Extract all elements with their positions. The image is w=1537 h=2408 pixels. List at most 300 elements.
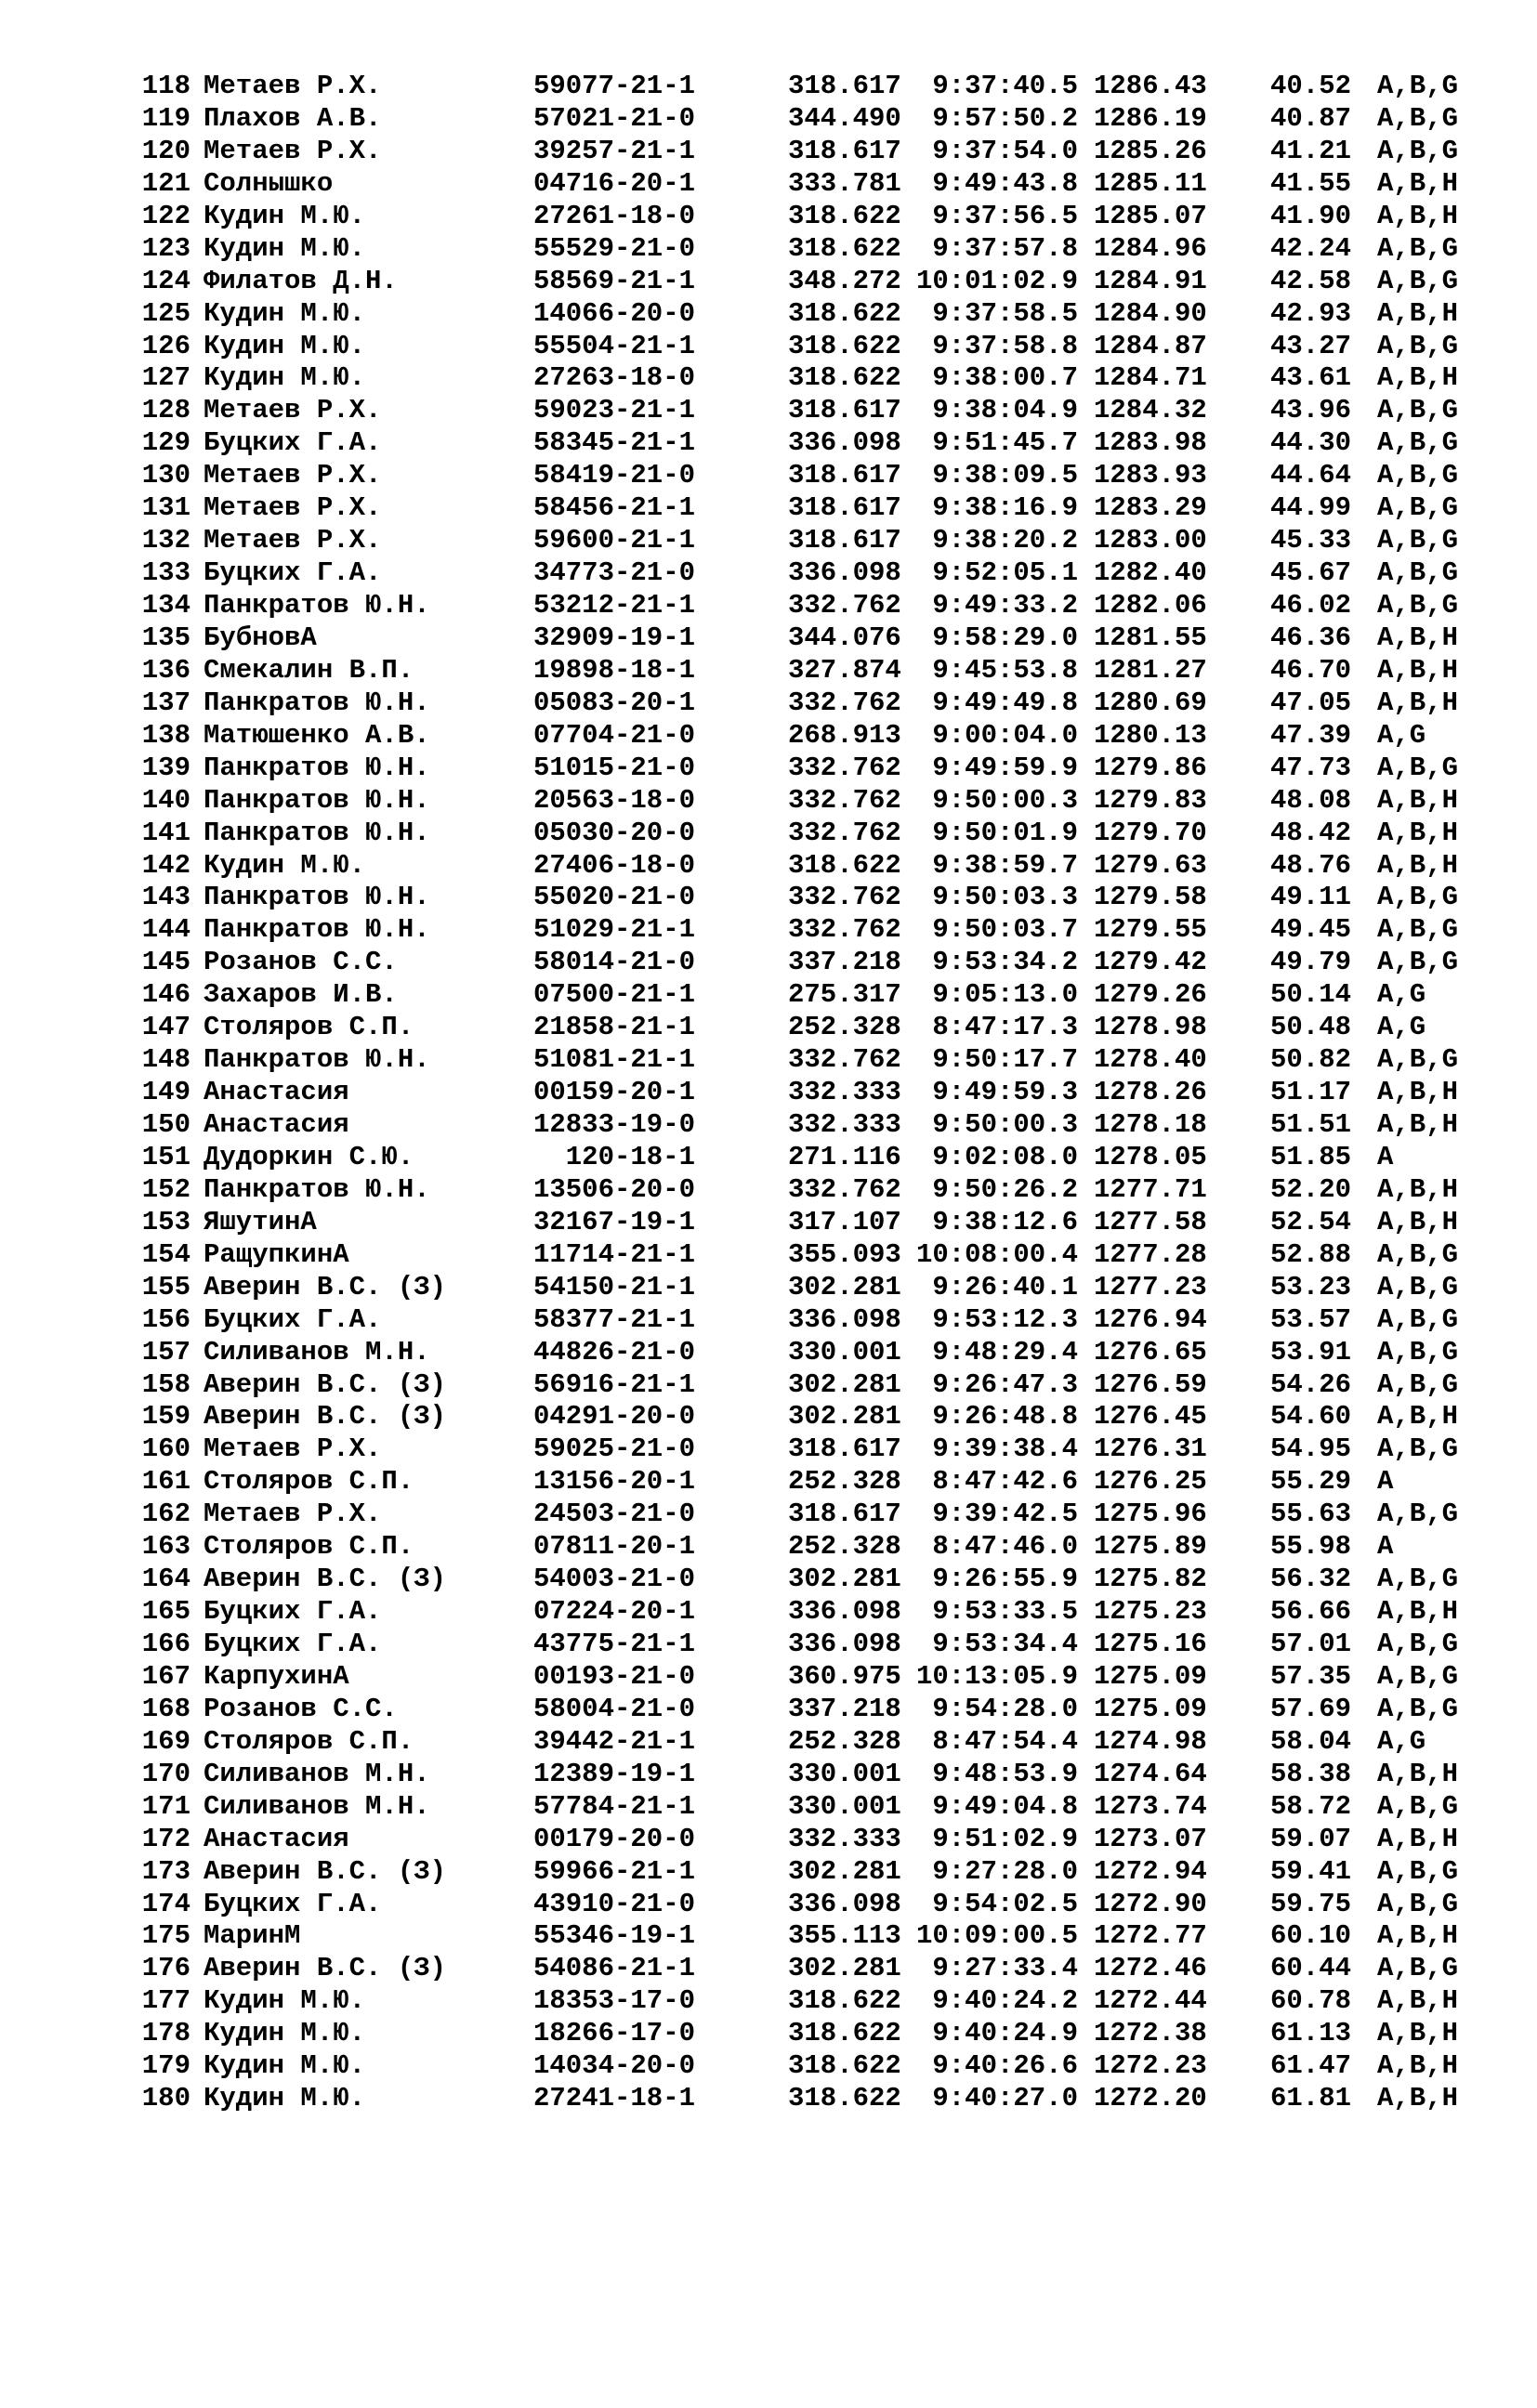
speed-value: 1279.86 [1094, 752, 1207, 783]
coefficient-value: 58.04 [1270, 1725, 1352, 1757]
category-codes: A,B,G [1377, 1498, 1459, 1530]
category-codes: A,B,H [1377, 817, 1459, 848]
distance-km: 337.218 [788, 1693, 901, 1724]
coefficient-value: 48.42 [1270, 817, 1352, 848]
coefficient-value: 48.08 [1270, 784, 1352, 816]
speed-value: 1277.28 [1094, 1238, 1207, 1270]
result-row [137, 1693, 1459, 1726]
category-codes: A,B,G [1377, 947, 1459, 978]
category-codes: A,B,G [1377, 752, 1459, 783]
ring-number: 58419-21-0 [532, 460, 695, 491]
coefficient-value: 50.14 [1270, 979, 1352, 1011]
fancier-name: Плахов А.В. [204, 102, 382, 134]
speed-value: 1283.29 [1094, 492, 1207, 524]
arrival-time: 9:49:59.9 [932, 752, 1078, 783]
place-number: 147 [141, 1012, 190, 1043]
place-number: 167 [141, 1660, 190, 1692]
place-number: 144 [141, 914, 190, 946]
place-number: 123 [141, 232, 190, 264]
coefficient-value: 58.72 [1270, 1790, 1352, 1822]
fancier-name: Аверин В.С. (З) [204, 1368, 447, 1400]
category-codes: A,B,H [1377, 1920, 1459, 1952]
coefficient-value: 56.66 [1270, 1596, 1352, 1628]
ring-number: 43910-21-0 [532, 1888, 695, 1919]
fancier-name: Буцких Г.А. [204, 1303, 382, 1335]
distance-km: 252.328 [788, 1012, 901, 1043]
category-codes: A,B,G [1377, 557, 1459, 589]
arrival-time: 9:38:20.2 [932, 525, 1078, 556]
place-number: 160 [141, 1433, 190, 1465]
fancier-name: Анастасия [204, 1109, 349, 1140]
speed-value: 1285.11 [1094, 167, 1207, 199]
coefficient-value: 60.10 [1270, 1920, 1352, 1952]
fancier-name: Силиванов М.Н. [204, 1758, 430, 1789]
fancier-name: ЯшутинА [204, 1206, 317, 1237]
result-row [137, 1758, 1459, 1791]
speed-value: 1284.96 [1094, 232, 1207, 264]
ring-number: 54086-21-1 [532, 1953, 695, 1984]
arrival-time: 8:47:46.0 [932, 1531, 1078, 1563]
fancier-name: Аверин В.С. (З) [204, 1401, 447, 1433]
speed-value: 1272.46 [1094, 1953, 1207, 1984]
category-codes: A,B,H [1377, 654, 1459, 686]
arrival-time: 9:50:26.2 [932, 1173, 1078, 1205]
coefficient-value: 51.51 [1270, 1109, 1352, 1140]
fancier-name: Аверин В.С. (З) [204, 1271, 447, 1302]
ring-number: 27406-18-0 [532, 849, 695, 881]
fancier-name: Столяров С.П. [204, 1012, 414, 1043]
place-number: 145 [141, 947, 190, 978]
result-row [137, 1823, 1459, 1856]
fancier-name: Метаев Р.Х. [204, 1498, 382, 1530]
category-codes: A,B,G [1377, 525, 1459, 556]
distance-km: 336.098 [788, 427, 901, 459]
place-number: 152 [141, 1173, 190, 1205]
place-number: 158 [141, 1368, 190, 1400]
category-codes: A,B,G [1377, 1303, 1459, 1335]
result-row [137, 1531, 1394, 1564]
fancier-name: Метаев Р.Х. [204, 460, 382, 491]
fancier-name: Аверин В.С. (З) [204, 1564, 447, 1595]
ring-number: 55020-21-0 [532, 882, 695, 913]
place-number: 177 [141, 1985, 190, 2017]
fancier-name: Силиванов М.Н. [204, 1336, 430, 1368]
coefficient-value: 43.61 [1270, 362, 1352, 394]
coefficient-value: 55.98 [1270, 1531, 1352, 1563]
result-row [137, 1596, 1459, 1629]
place-number: 121 [141, 167, 190, 199]
speed-value: 1277.71 [1094, 1173, 1207, 1205]
distance-km: 252.328 [788, 1725, 901, 1757]
place-number: 131 [141, 492, 190, 524]
distance-km: 344.076 [788, 622, 901, 653]
result-row [137, 1725, 1426, 1759]
result-row [137, 167, 1459, 201]
ring-number: 55529-21-0 [532, 232, 695, 264]
distance-km: 318.617 [788, 460, 901, 491]
result-row [137, 1953, 1459, 1985]
result-row [137, 1206, 1459, 1239]
distance-km: 318.622 [788, 849, 901, 881]
place-number: 148 [141, 1044, 190, 1076]
speed-value: 1272.20 [1094, 2083, 1207, 2114]
fancier-name: Захаров И.В. [204, 979, 398, 1011]
ring-number: 53212-21-1 [532, 590, 695, 621]
coefficient-value: 59.07 [1270, 1823, 1352, 1854]
place-number: 146 [141, 979, 190, 1011]
result-row [137, 102, 1459, 136]
arrival-time: 9:49:33.2 [932, 590, 1078, 621]
arrival-time: 9:26:40.1 [932, 1271, 1078, 1302]
speed-value: 1281.27 [1094, 654, 1207, 686]
distance-km: 318.622 [788, 2083, 901, 2114]
distance-km: 330.001 [788, 1336, 901, 1368]
arrival-time: 9:05:13.0 [932, 979, 1078, 1011]
arrival-time: 9:49:59.3 [932, 1077, 1078, 1108]
place-number: 125 [141, 297, 190, 329]
speed-value: 1282.40 [1094, 557, 1207, 589]
arrival-time: 8:47:17.3 [932, 1012, 1078, 1043]
result-row [137, 719, 1426, 752]
arrival-time: 9:37:54.0 [932, 135, 1078, 166]
ring-number: 00159-20-1 [532, 1077, 695, 1108]
result-row [137, 1855, 1459, 1889]
speed-value: 1282.06 [1094, 590, 1207, 621]
result-row [137, 590, 1459, 622]
result-row [137, 849, 1459, 883]
result-row [137, 1790, 1459, 1824]
arrival-time: 9:00:04.0 [932, 719, 1078, 751]
distance-km: 268.913 [788, 719, 901, 751]
result-row [137, 914, 1459, 947]
place-number: 170 [141, 1758, 190, 1789]
fancier-name: Панкратов Ю.Н. [204, 784, 430, 816]
arrival-time: 9:53:12.3 [932, 1303, 1078, 1335]
coefficient-value: 53.91 [1270, 1336, 1352, 1368]
place-number: 143 [141, 882, 190, 913]
place-number: 163 [141, 1531, 190, 1563]
fancier-name: Метаев Р.Х. [204, 135, 382, 166]
ring-number: 07704-21-0 [532, 719, 695, 751]
arrival-time: 9:40:24.2 [932, 1985, 1078, 2017]
ring-number: 04291-20-0 [532, 1401, 695, 1433]
category-codes: A [1377, 1531, 1394, 1563]
arrival-time: 9:26:47.3 [932, 1368, 1078, 1400]
arrival-time: 9:50:03.7 [932, 914, 1078, 946]
coefficient-value: 44.99 [1270, 492, 1352, 524]
fancier-name: Кудин М.Ю. [204, 2050, 366, 2082]
arrival-time: 9:37:58.5 [932, 297, 1078, 329]
ring-number: 32167-19-1 [532, 1206, 695, 1237]
place-number: 138 [141, 719, 190, 751]
distance-km: 332.762 [788, 1044, 901, 1076]
coefficient-value: 41.90 [1270, 200, 1352, 231]
place-number: 173 [141, 1855, 190, 1887]
category-codes: A,B,G [1377, 232, 1459, 264]
ring-number: 54150-21-1 [532, 1271, 695, 1302]
fancier-name: Панкратов Ю.Н. [204, 817, 430, 848]
category-codes: A,B,H [1377, 1401, 1459, 1433]
result-row [137, 557, 1459, 590]
fancier-name: Розанов С.С. [204, 1693, 398, 1724]
category-codes: A,B,G [1377, 1564, 1459, 1595]
result-row [137, 1044, 1459, 1077]
distance-km: 355.113 [788, 1920, 901, 1952]
place-number: 120 [141, 135, 190, 166]
category-codes: A [1377, 1141, 1394, 1172]
distance-km: 318.622 [788, 200, 901, 231]
result-row [137, 1303, 1459, 1337]
result-row [137, 1888, 1459, 1921]
coefficient-value: 40.52 [1270, 71, 1352, 101]
coefficient-value: 56.32 [1270, 1564, 1352, 1595]
arrival-time: 8:47:54.4 [932, 1725, 1078, 1757]
coefficient-value: 43.27 [1270, 330, 1352, 361]
result-row [137, 784, 1459, 818]
speed-value: 1272.77 [1094, 1920, 1207, 1952]
ring-number: 19898-18-1 [532, 654, 695, 686]
speed-value: 1279.58 [1094, 882, 1207, 913]
category-codes: A,B,G [1377, 590, 1459, 621]
fancier-name: МаринМ [204, 1920, 301, 1952]
coefficient-value: 41.21 [1270, 135, 1352, 166]
coefficient-value: 57.35 [1270, 1660, 1352, 1692]
speed-value: 1283.98 [1094, 427, 1207, 459]
distance-km: 336.098 [788, 1303, 901, 1335]
place-number: 151 [141, 1141, 190, 1172]
ring-number: 07811-20-1 [532, 1531, 695, 1563]
fancier-name: Панкратов Ю.Н. [204, 687, 430, 718]
distance-km: 318.617 [788, 71, 901, 101]
place-number: 162 [141, 1498, 190, 1530]
distance-km: 318.622 [788, 297, 901, 329]
coefficient-value: 55.63 [1270, 1498, 1352, 1530]
arrival-time: 9:53:33.5 [932, 1596, 1078, 1628]
arrival-time: 9:37:40.5 [932, 71, 1078, 101]
place-number: 156 [141, 1303, 190, 1335]
arrival-time: 9:27:33.4 [932, 1953, 1078, 1984]
place-number: 132 [141, 525, 190, 556]
coefficient-value: 60.44 [1270, 1953, 1352, 1984]
place-number: 127 [141, 362, 190, 394]
arrival-time: 9:50:01.9 [932, 817, 1078, 848]
category-codes: A,B,G [1377, 1238, 1459, 1270]
coefficient-value: 52.88 [1270, 1238, 1352, 1270]
coefficient-value: 44.64 [1270, 460, 1352, 491]
arrival-time: 9:45:53.8 [932, 654, 1078, 686]
speed-value: 1272.38 [1094, 2018, 1207, 2049]
coefficient-value: 47.05 [1270, 687, 1352, 718]
ring-number: 59966-21-1 [532, 1855, 695, 1887]
ring-number: 58377-21-1 [532, 1303, 695, 1335]
arrival-time: 9:49:04.8 [932, 1790, 1078, 1822]
speed-value: 1279.63 [1094, 849, 1207, 881]
ring-number: 44826-21-0 [532, 1336, 695, 1368]
result-row [137, 2083, 1459, 2115]
ring-number: 21858-21-1 [532, 1012, 695, 1043]
speed-value: 1275.16 [1094, 1629, 1207, 1659]
arrival-time: 9:53:34.4 [932, 1629, 1078, 1659]
distance-km: 318.622 [788, 362, 901, 394]
category-codes: A,B,G [1377, 1790, 1459, 1822]
result-row [137, 817, 1459, 850]
place-number: 171 [141, 1790, 190, 1822]
speed-value: 1283.93 [1094, 460, 1207, 491]
place-number: 166 [141, 1629, 190, 1659]
result-row [137, 297, 1459, 331]
category-codes: A,B,H [1377, 362, 1459, 394]
arrival-time: 9:02:08.0 [932, 1141, 1078, 1172]
arrival-time: 9:50:17.7 [932, 1044, 1078, 1076]
fancier-name: Аверин В.С. (З) [204, 1953, 447, 1984]
arrival-time: 9:57:50.2 [932, 102, 1078, 134]
result-row [137, 395, 1459, 427]
coefficient-value: 59.41 [1270, 1855, 1352, 1887]
coefficient-value: 61.13 [1270, 2018, 1352, 2049]
ring-number: 05030-20-0 [532, 817, 695, 848]
result-row [137, 1660, 1459, 1694]
place-number: 119 [141, 102, 190, 134]
arrival-time: 8:47:42.6 [932, 1466, 1078, 1498]
result-row [137, 200, 1459, 233]
speed-value: 1277.23 [1094, 1271, 1207, 1302]
arrival-time: 9:27:28.0 [932, 1855, 1078, 1887]
distance-km: 336.098 [788, 1888, 901, 1919]
ring-number: 43775-21-1 [532, 1629, 695, 1659]
place-number: 135 [141, 622, 190, 653]
fancier-name: Смекалин В.П. [204, 654, 414, 686]
arrival-time: 9:40:27.0 [932, 2083, 1078, 2114]
distance-km: 332.762 [788, 590, 901, 621]
fancier-name: Метаев Р.Х. [204, 492, 382, 524]
arrival-time: 9:58:29.0 [932, 622, 1078, 653]
ring-number: 39257-21-1 [532, 135, 695, 166]
result-row [137, 330, 1459, 363]
place-number: 161 [141, 1466, 190, 1498]
ring-number: 24503-21-0 [532, 1498, 695, 1530]
category-codes: A,B,G [1377, 1888, 1459, 1919]
speed-value: 1276.65 [1094, 1336, 1207, 1368]
arrival-time: 9:26:48.8 [932, 1401, 1078, 1433]
ring-number: 51015-21-0 [532, 752, 695, 783]
category-codes: A,B,G [1377, 1660, 1459, 1692]
place-number: 164 [141, 1564, 190, 1595]
distance-km: 332.762 [788, 784, 901, 816]
category-codes: A,B,G [1377, 882, 1459, 913]
distance-km: 332.333 [788, 1823, 901, 1854]
coefficient-value: 54.95 [1270, 1433, 1352, 1465]
distance-km: 337.218 [788, 947, 901, 978]
speed-value: 1277.58 [1094, 1206, 1207, 1237]
result-row [137, 135, 1459, 168]
fancier-name: Буцких Г.А. [204, 1888, 382, 1919]
place-number: 175 [141, 1920, 190, 1952]
distance-km: 302.281 [788, 1368, 901, 1400]
category-codes: A,B,G [1377, 1044, 1459, 1076]
category-codes: A,B,G [1377, 395, 1459, 426]
place-number: 149 [141, 1077, 190, 1108]
distance-km: 318.622 [788, 2050, 901, 2082]
place-number: 169 [141, 1725, 190, 1757]
ring-number: 34773-21-0 [532, 557, 695, 589]
coefficient-value: 46.70 [1270, 654, 1352, 686]
place-number: 159 [141, 1401, 190, 1433]
category-codes: A,B,H [1377, 1206, 1459, 1237]
arrival-time: 9:54:02.5 [932, 1888, 1078, 1919]
place-number: 179 [141, 2050, 190, 2082]
arrival-time: 9:48:53.9 [932, 1758, 1078, 1789]
ring-number: 07224-20-1 [532, 1596, 695, 1628]
coefficient-value: 48.76 [1270, 849, 1352, 881]
fancier-name: Панкратов Ю.Н. [204, 882, 430, 913]
category-codes: A,B,G [1377, 71, 1459, 101]
speed-value: 1279.70 [1094, 817, 1207, 848]
distance-km: 327.874 [788, 654, 901, 686]
ring-number: 51081-21-1 [532, 1044, 695, 1076]
coefficient-value: 54.26 [1270, 1368, 1352, 1400]
fancier-name: Кудин М.Ю. [204, 362, 366, 394]
fancier-name: Кудин М.Ю. [204, 1985, 366, 2017]
fancier-name: Дудоркин С.Ю. [204, 1141, 414, 1172]
ring-number: 20563-18-0 [532, 784, 695, 816]
arrival-time: 9:40:24.9 [932, 2018, 1078, 2049]
speed-value: 1279.55 [1094, 914, 1207, 946]
place-number: 139 [141, 752, 190, 783]
category-codes: A,B,G [1377, 1336, 1459, 1368]
arrival-time: 9:52:05.1 [932, 557, 1078, 589]
arrival-time: 9:38:16.9 [932, 492, 1078, 524]
coefficient-value: 49.45 [1270, 914, 1352, 946]
fancier-name: Столяров С.П. [204, 1531, 414, 1563]
fancier-name: Метаев Р.Х. [204, 1433, 382, 1465]
place-number: 150 [141, 1109, 190, 1140]
distance-km: 360.975 [788, 1660, 901, 1692]
coefficient-value: 44.30 [1270, 427, 1352, 459]
category-codes: A,B,H [1377, 1173, 1459, 1205]
fancier-name: Метаев Р.Х. [204, 525, 382, 556]
result-row [137, 1433, 1459, 1466]
coefficient-value: 53.57 [1270, 1303, 1352, 1335]
ring-number: 14034-20-0 [532, 2050, 695, 2082]
fancier-name: Анастасия [204, 1823, 349, 1854]
place-number: 142 [141, 849, 190, 881]
ring-number: 07500-21-1 [532, 979, 695, 1011]
place-number: 141 [141, 817, 190, 848]
place-number: 178 [141, 2018, 190, 2049]
result-row [137, 525, 1459, 557]
coefficient-value: 61.47 [1270, 2050, 1352, 2082]
result-row [137, 1336, 1459, 1369]
coefficient-value: 47.39 [1270, 719, 1352, 751]
ring-number: 58569-21-1 [532, 265, 695, 296]
result-row [137, 1141, 1394, 1174]
speed-value: 1272.90 [1094, 1888, 1207, 1919]
speed-value: 1278.26 [1094, 1077, 1207, 1108]
distance-km: 332.762 [788, 752, 901, 783]
arrival-time: 9:37:56.5 [932, 200, 1078, 231]
result-row [137, 1271, 1459, 1304]
distance-km: 302.281 [788, 1953, 901, 1984]
arrival-time: 9:38:00.7 [932, 362, 1078, 394]
result-row [137, 1498, 1459, 1531]
ring-number: 27241-18-1 [532, 2083, 695, 2114]
fancier-name: Панкратов Ю.Н. [204, 914, 430, 946]
speed-value: 1284.87 [1094, 330, 1207, 361]
distance-km: 336.098 [788, 1596, 901, 1628]
category-codes: A,B,H [1377, 2050, 1459, 2082]
arrival-time: 9:51:02.9 [932, 1823, 1078, 1854]
ring-number: 00179-20-0 [532, 1823, 695, 1854]
